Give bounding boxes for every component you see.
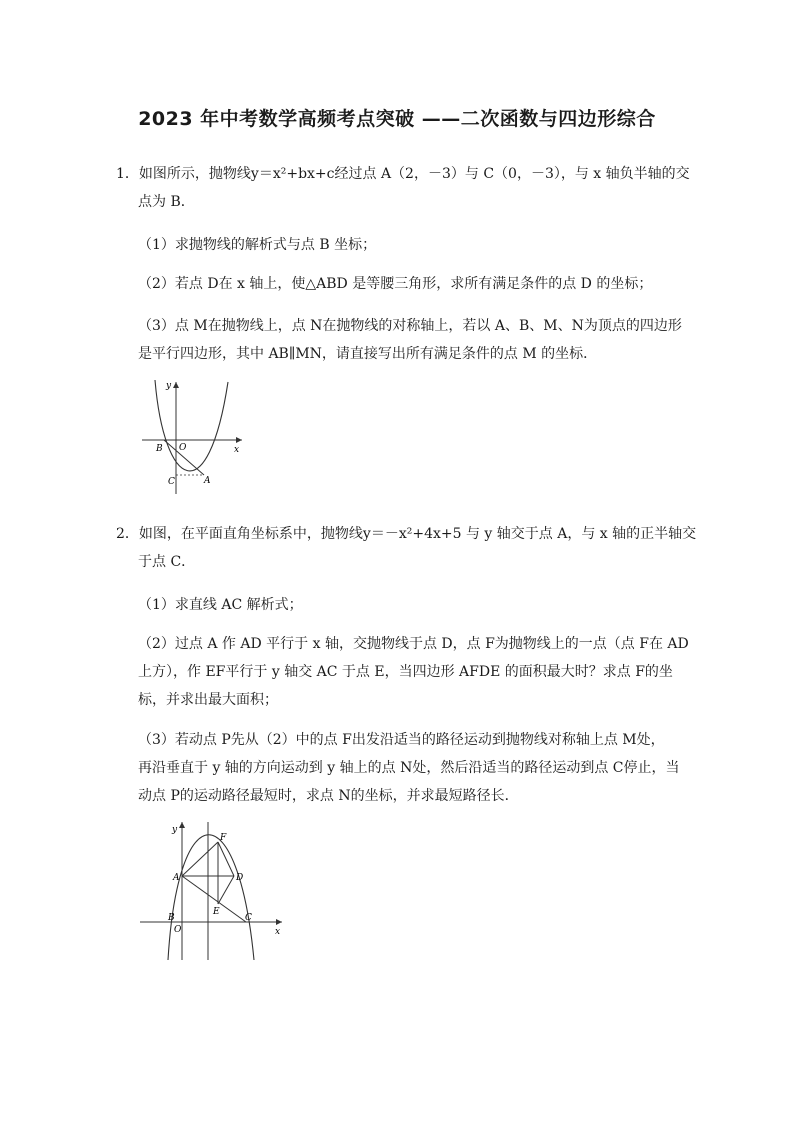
problem-1-figure [138, 378, 252, 496]
problem-2-part-2-line-1: （2）过点 A 作 AD 平行于 x 轴，交抛物线于点 D，点 F为抛物线上的一点（点 F在 AD [138, 636, 689, 652]
x-axis-arrow [276, 919, 282, 925]
label-y: y [172, 825, 178, 835]
problem-1-stem-line-1: 如图所示，抛物线y＝x²+bx+c经过点 A（2，－3）与 C（0，－3），与 x 轴负半轴的交 [138, 166, 690, 182]
problem-2-part-1: （1）求直线 AC 解析式； [138, 597, 303, 613]
problem-2-figure [138, 818, 288, 962]
page-title: 2023 年中考数学高频考点突破 ——二次函数与四边形综合 [138, 108, 656, 130]
x-axis-arrow [236, 437, 242, 443]
parabola [155, 380, 228, 471]
problem-1-part-1: （1）求抛物线的解析式与点 B 坐标； [138, 237, 377, 253]
label-x: x [234, 445, 240, 455]
label-y: y [166, 381, 172, 391]
segment-DE [218, 876, 234, 904]
label-O: O [174, 925, 182, 935]
problem-2-part-2-line-3: 标，并求出最大面积； [138, 692, 278, 708]
label-O: O [179, 443, 187, 453]
label-B: B [168, 913, 175, 923]
problem-1-line-1 [116, 160, 690, 188]
problem-2-number: 2． [116, 526, 139, 542]
problem-2-line-1 [116, 520, 696, 548]
problem-2-part-3-line-2: 再沿垂直于 y 轴的方向运动到 y 轴上的点 N处，然后沿适当的路径运动到点 C停止，当 [138, 760, 680, 776]
problem-2-part-2-line-2: 上方），作 EF平行于 y 轴交 AC 于点 E，当四边形 AFDE 的面积最大时？求点 F的坐 [138, 664, 673, 680]
problem-2-stem-line-2: 于点 C． [138, 554, 196, 570]
segment-AF [182, 842, 218, 876]
y-axis-arrow [173, 382, 179, 388]
problem-2-stem-line-1: 如图，在平面直角坐标系中，抛物线y＝－x²+4x+5 与 y 轴交于点 A，与 x 轴的正半轴交 [138, 526, 697, 542]
label-F: F [220, 833, 227, 843]
problem-1-part-3-line-2: 是平行四边形，其中 AB∥MN，请直接写出所有满足条件的点 M 的坐标． [138, 346, 598, 362]
label-E: E [213, 907, 220, 917]
label-x: x [275, 927, 281, 937]
label-A: A [173, 873, 180, 883]
problem-1-part-2: （2）若点 D在 x 轴上，使△ABD 是等腰三角形，求所有满足条件的点 D 的坐标； [138, 276, 653, 292]
label-B: B [156, 444, 163, 454]
problem-1-part-3-line-1: （3）点 M在抛物线上，点 N在抛物线的对称轴上，若以 A、B、M、N为顶点的四边形 [138, 318, 682, 334]
problem-1-stem-line-2: 点为 B． [138, 194, 195, 210]
problem-1-number: 1． [116, 166, 139, 182]
problem-2-part-3-line-1: （3）若动点 P先从（2）中的点 F出发沿适当的路径运动到抛物线对称轴上点 M处， [138, 732, 665, 748]
y-axis-arrow [179, 822, 185, 828]
label-C: C [245, 913, 252, 923]
label-C: C [168, 477, 175, 487]
label-D: D [236, 873, 244, 883]
label-A: A [204, 476, 211, 486]
problem-2-part-3-line-3: 动点 P的运动路径最短时，求点 N的坐标，并求最短路径长． [138, 788, 519, 804]
